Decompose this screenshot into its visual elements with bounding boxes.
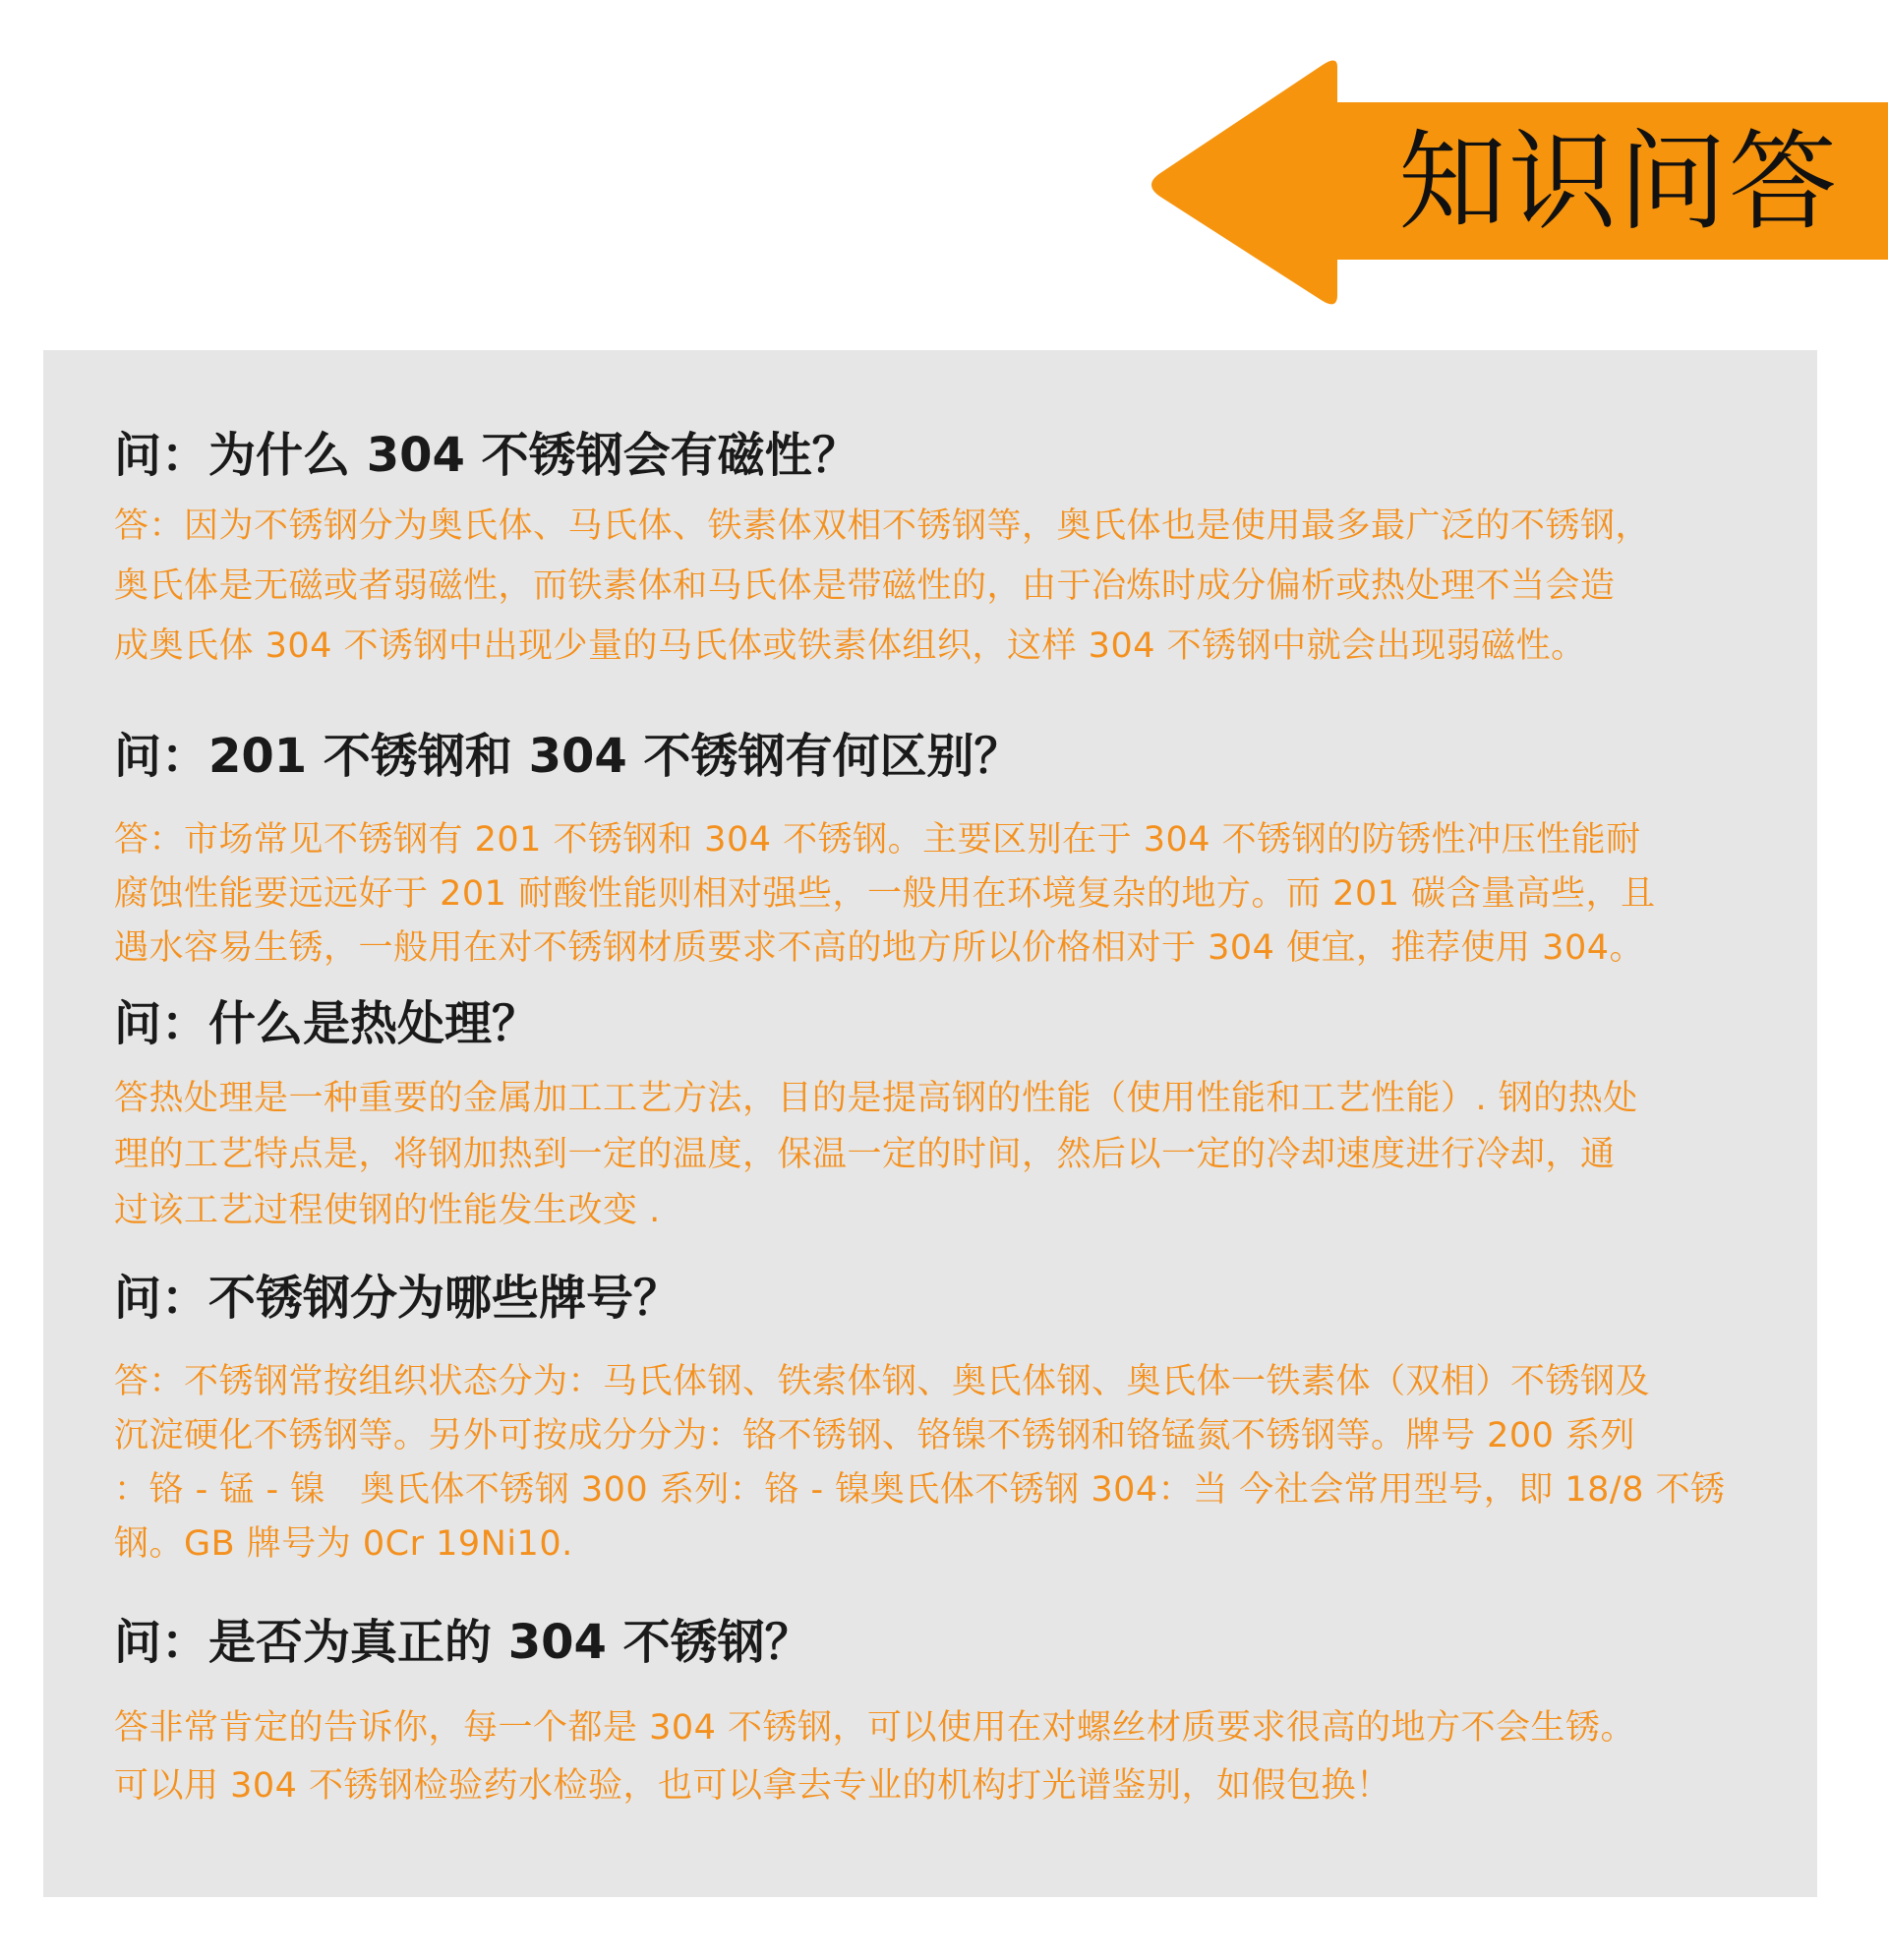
qa-item xyxy=(114,429,1825,677)
answer-line: 过该工艺过程使钢的性能发生改变 . xyxy=(114,1191,661,1231)
question: 问：什么是热处理？ xyxy=(114,996,540,1051)
question: 问：不锈钢分为哪些牌号？ xyxy=(114,1271,681,1326)
answer-line: 腐蚀性能要远远好于 201 耐酸性能则相对强些，一般用在环境复杂的地方。而 201 碳含量高些，且 xyxy=(114,874,1656,915)
qa-item xyxy=(114,997,1825,1239)
page-title: 知识问答 xyxy=(1398,119,1839,245)
answer-line: 遇水容易生锈，一般用在对不锈钢材质要求不高的地方所以价格相对于 304 便宜，推荐使用 304。 xyxy=(114,928,1644,969)
question: 问：为什么 304 不锈钢会有磁性？ xyxy=(114,428,859,483)
answer-line: 钢。GB 牌号为 0Cr 19Ni10. xyxy=(114,1524,573,1565)
answer-line: 成奥氏体 304 不诱钢中出现少量的马氏体或铁素体组织，这样 304 不锈钢中就会出现弱磁性。 xyxy=(114,626,1586,667)
answer xyxy=(114,1355,1825,1572)
answer-line: 答非常肯定的告诉你，每一个都是 304 不锈钢，可以使用在对螺丝材质要求很高的地方不会生锈。 xyxy=(114,1708,1636,1749)
qa-item xyxy=(114,1616,1825,1815)
qa-item xyxy=(114,730,1825,976)
answer xyxy=(114,497,1825,677)
qa-panel xyxy=(43,350,1817,1897)
answer-line: 答：不锈钢常按组织状态分为：马氏体钢、铁索体钢、奥氏体钢、奥氏体一铁素体（双相）不锈钢及 xyxy=(114,1362,1651,1402)
answer-line: 理的工艺特点是，将钢加热到一定的温度，保温一定的时间，然后以一定的冷却速度进行冷却，通 xyxy=(114,1135,1616,1175)
answer xyxy=(114,813,1825,976)
answer-line: 奥氏体是无磁或者弱磁性，而铁素体和马氏体是带磁性的，由于冶炼时成分偏析或热处理不当会造 xyxy=(114,566,1616,607)
answer-line: ：铬 - 锰 - 镍 奥氏体不锈钢 300 系列：铬 - 镍奥氏体不锈钢 304：当 今社会常用型号，即 18/8 不锈 xyxy=(114,1470,1726,1511)
answer-line: 可以用 304 不锈钢检验药水检验，也可以拿去专业的机构打光谱鉴别，如假包换！ xyxy=(114,1766,1391,1807)
answer-line: 答热处理是一种重要的金属加工工艺方法，目的是提高钢的性能（使用性能和工艺性能）. 钢的热处 xyxy=(114,1079,1638,1119)
question: 问：201 不锈钢和 304 不锈钢有何区别？ xyxy=(114,729,1022,784)
header-banner xyxy=(1141,59,1888,310)
answer xyxy=(114,1071,1825,1239)
qa-item xyxy=(114,1272,1825,1572)
answer xyxy=(114,1699,1825,1815)
answer-line: 沉淀硬化不锈钢等。另外可按成分分为：铬不锈钢、铬镍不锈钢和铬锰氮不锈钢等。牌号 200 系列 xyxy=(114,1416,1636,1456)
question: 问：是否为真正的 304 不锈钢？ xyxy=(114,1615,812,1670)
answer-line: 答：市场常见不锈钢有 201 不锈钢和 304 不锈钢。主要区别在于 304 不锈钢的防锈性冲压性能耐 xyxy=(114,820,1641,861)
answer-line: 答：因为不锈钢分为奥氏体、马氏体、铁素体双相不锈钢等，奥氏体也是使用最多最广泛的不锈钢， xyxy=(114,506,1651,547)
